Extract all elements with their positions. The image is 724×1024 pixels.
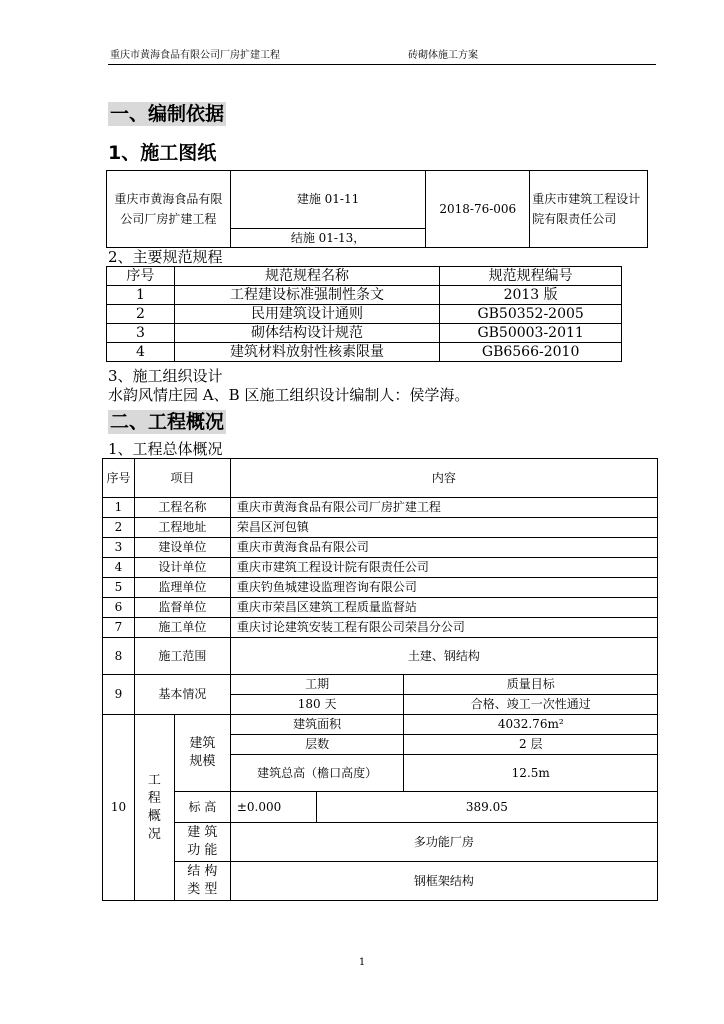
overview-header-row — [103, 459, 658, 498]
spec-name: 砌体结构设计规范 — [174, 324, 439, 343]
overview-no: 5 — [103, 578, 135, 598]
function-label-cell — [174, 823, 230, 862]
table-row — [107, 286, 622, 305]
org-design-title: 3、施工组织设计 — [108, 367, 223, 385]
overview-no: 4 — [103, 558, 135, 578]
table-row — [107, 324, 622, 343]
overview-item: 建设单位 — [134, 538, 230, 558]
overview-no: 7 — [103, 618, 135, 638]
overview-header-content: 内容 — [230, 459, 657, 498]
elevation-label: 标 高 — [174, 792, 230, 823]
header-project: 重庆市黄海食品有限公司厂房扩建工程 — [110, 50, 280, 61]
elevation-value: 389.05 — [316, 792, 657, 823]
specs-header-code: 规范规程编号 — [440, 267, 622, 286]
overview-item: 监理单位 — [134, 578, 230, 598]
elevation-zero: ±0.000 — [230, 792, 316, 823]
table-row — [103, 618, 658, 638]
overview-item: 工程地址 — [134, 518, 230, 538]
table-row — [103, 578, 658, 598]
specs-header-row — [107, 267, 622, 286]
table-row — [103, 792, 658, 823]
spec-code: GB6566-2010 — [440, 343, 622, 362]
overview-no: 10 — [103, 715, 135, 901]
org-design-text: 水韵风情庄园 A、B 区施工组织设计编制人：侯学海。 — [108, 386, 470, 404]
table-row — [103, 558, 658, 578]
drawings-table — [106, 170, 648, 248]
drawings-arch: 建施 01-11 — [230, 171, 426, 229]
overview-table — [102, 458, 658, 901]
drawings-number: 2018-76-006 — [426, 171, 530, 248]
spec-code: 2013 版 — [440, 286, 622, 305]
floors-value: 2 层 — [404, 735, 658, 755]
overview-content: 重庆钓鱼城建设监理咨询有限公司 — [230, 578, 657, 598]
height-label: 建筑总高（檐口高度） — [230, 755, 404, 792]
overview-item: 工程名称 — [134, 498, 230, 518]
structure-label: 结 构 类 型 — [187, 864, 218, 897]
table-row — [103, 823, 658, 862]
specs-title: 2、主要规范规程 — [108, 248, 223, 266]
overview-no: 2 — [103, 518, 135, 538]
section-1-title: 一、编制依据 — [110, 103, 225, 125]
overview-content: 重庆讨论建筑安装工程有限公司荣昌分公司 — [230, 618, 657, 638]
overview-item: 监督单位 — [134, 598, 230, 618]
schedule-value: 180 天 — [230, 695, 404, 715]
scale-label: 建筑规模 — [189, 736, 216, 769]
table-row — [103, 675, 658, 695]
spec-name: 建筑材料放射性核素限量 — [174, 343, 439, 362]
structure-label-cell — [174, 862, 230, 901]
table-row — [103, 518, 658, 538]
overview-scope: 土建、钢结构 — [230, 638, 657, 675]
spec-name: 民用建筑设计通则 — [174, 305, 439, 324]
overview-no: 8 — [103, 638, 135, 675]
table-row — [103, 862, 658, 901]
specs-header-name: 规范规程名称 — [174, 267, 439, 286]
overview-item: 设计单位 — [134, 558, 230, 578]
overview-no: 1 — [103, 498, 135, 518]
drawings-designer: 重庆市建筑工程设计院有限责任公司 — [530, 171, 648, 248]
spec-code: GB50003-2011 — [440, 324, 622, 343]
drawings-project: 重庆市黄海食品有限公司厂房扩建工程 — [107, 171, 231, 248]
spec-no: 3 — [107, 324, 175, 343]
overview-content: 重庆市荣昌区建筑工程质量监督站 — [230, 598, 657, 618]
structure-value: 钢框架结构 — [230, 862, 657, 901]
overview-content: 荣昌区河包镇 — [230, 518, 657, 538]
overview-item: 施工单位 — [134, 618, 230, 638]
area-label: 建筑面积 — [230, 715, 404, 735]
table-row — [107, 343, 622, 362]
subsection-drawings-title: 1、施工图纸 — [108, 142, 217, 164]
table-row — [103, 638, 658, 675]
quality-label: 质量目标 — [404, 675, 658, 695]
overview-header-item: 项目 — [134, 459, 230, 498]
overview-no: 6 — [103, 598, 135, 618]
scale-label-cell — [174, 715, 230, 792]
spec-code: GB50352-2005 — [440, 305, 622, 324]
floors-label: 层数 — [230, 735, 404, 755]
spec-name: 工程建设标准强制性条文 — [174, 286, 439, 305]
table-row — [107, 305, 622, 324]
table-row — [103, 715, 658, 735]
area-value: 4032.76m² — [404, 715, 658, 735]
overview-title: 1、工程总体概况 — [108, 440, 223, 458]
spec-no: 2 — [107, 305, 175, 324]
overview-content: 重庆市建筑工程设计院有限责任公司 — [230, 558, 657, 578]
table-row — [103, 598, 658, 618]
overview-item: 基本情况 — [134, 675, 230, 715]
page-header — [108, 48, 656, 65]
table-row — [103, 498, 658, 518]
overview-no: 3 — [103, 538, 135, 558]
table-row — [103, 538, 658, 558]
header-doc-title: 砖砌体施工方案 — [408, 50, 478, 61]
quality-value: 合格、竣工一次性通过 — [404, 695, 658, 715]
overview-content: 重庆市黄海食品有限公司 — [230, 538, 657, 558]
schedule-label: 工期 — [230, 675, 404, 695]
function-label: 建 筑 功 能 — [187, 825, 218, 858]
drawings-struct: 结施 01-13， — [230, 228, 426, 247]
overview-header-no: 序号 — [103, 459, 135, 498]
specs-table — [106, 266, 622, 362]
overview-item: 施工范围 — [134, 638, 230, 675]
function-value: 多功能厂房 — [230, 823, 657, 862]
spec-no: 1 — [107, 286, 175, 305]
overview-group-text: 工程概况 — [147, 772, 161, 842]
specs-header-no: 序号 — [107, 267, 175, 286]
height-value: 12.5m — [404, 755, 658, 792]
page-number: 1 — [358, 957, 366, 968]
overview-group-label — [134, 715, 174, 901]
overview-content: 重庆市黄海食品有限公司厂房扩建工程 — [230, 498, 657, 518]
section-2-title: 二、工程概况 — [110, 411, 225, 433]
overview-no: 9 — [103, 675, 135, 715]
spec-no: 4 — [107, 343, 175, 362]
